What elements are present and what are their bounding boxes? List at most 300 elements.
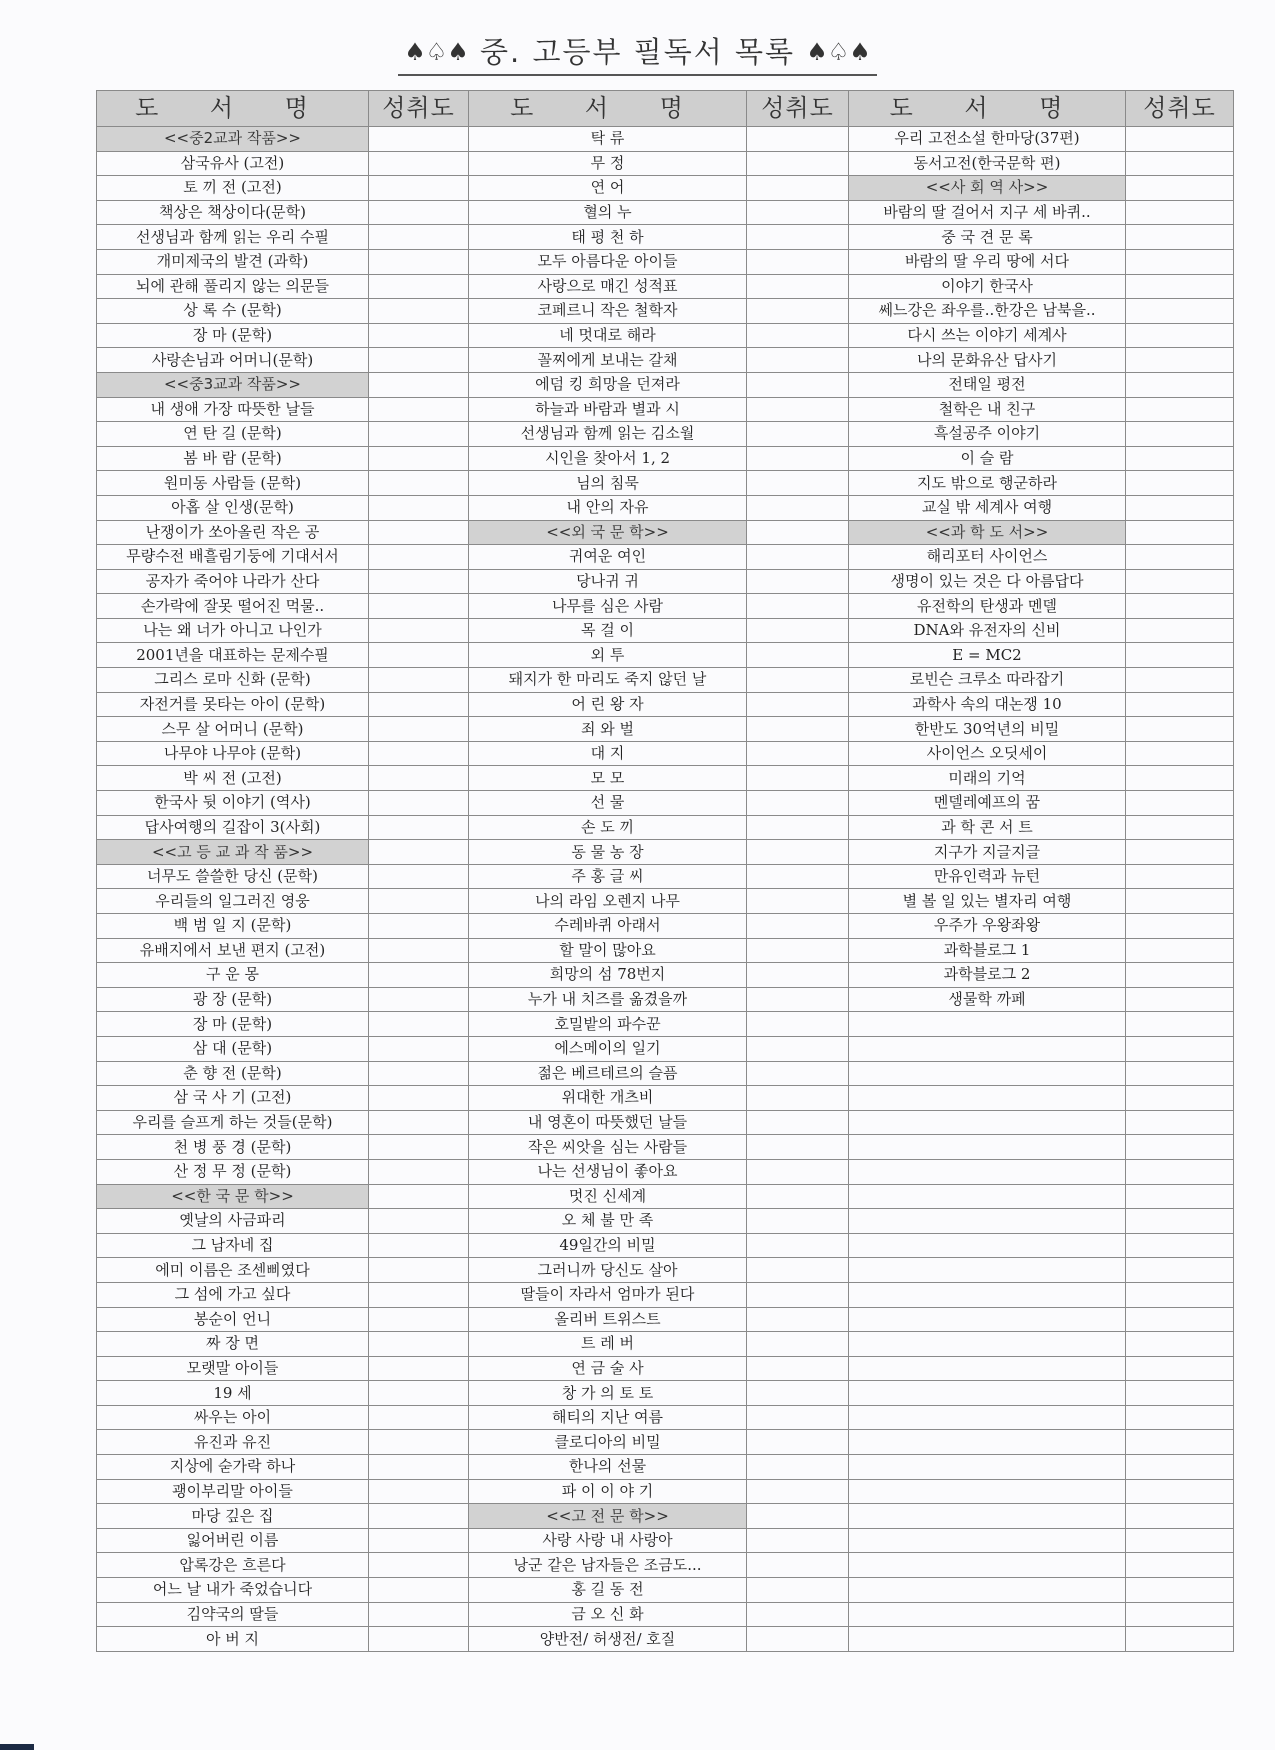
- book-title-cell: 어느 날 내가 죽었습니다: [97, 1578, 369, 1603]
- achievement-cell[interactable]: [747, 717, 849, 742]
- achievement-cell[interactable]: [747, 1258, 849, 1283]
- achievement-cell[interactable]: [369, 545, 469, 570]
- achievement-cell[interactable]: [747, 1282, 849, 1307]
- book-title-cell: 무 정: [469, 151, 747, 176]
- table-row: [97, 1135, 1234, 1160]
- achievement-cell[interactable]: [369, 1110, 469, 1135]
- book-title-cell: 천 병 풍 경 (문학): [97, 1135, 369, 1160]
- achievement-cell[interactable]: [1126, 1209, 1234, 1234]
- book-title-cell: 공자가 죽어야 나라가 산다: [97, 569, 369, 594]
- table-row: [97, 1455, 1234, 1480]
- achievement-cell[interactable]: [1126, 200, 1234, 225]
- scan-corner-mark: [0, 1744, 34, 1750]
- achievement-cell[interactable]: [369, 495, 469, 520]
- table-row: [97, 1233, 1234, 1258]
- book-title-cell: 꼴찌에게 보내는 갈채: [469, 348, 747, 373]
- table-row: [97, 1528, 1234, 1553]
- table-row: [97, 323, 1234, 348]
- achievement-cell[interactable]: [747, 1430, 849, 1455]
- achievement-cell[interactable]: [747, 249, 849, 274]
- book-title-cell: 무량수전 배흘림기둥에 기대서서: [97, 545, 369, 570]
- achievement-cell[interactable]: [1126, 815, 1234, 840]
- table-row: [97, 249, 1234, 274]
- column-2-title-header: 도 서 명: [469, 91, 747, 127]
- achievement-cell[interactable]: [747, 889, 849, 914]
- achievement-cell[interactable]: [1126, 864, 1234, 889]
- achievement-cell[interactable]: [747, 422, 849, 447]
- book-title-cell: 당나귀 귀: [469, 569, 747, 594]
- achievement-cell[interactable]: [747, 1307, 849, 1332]
- book-title-cell: 할 말이 많아요: [469, 938, 747, 963]
- achievement-cell[interactable]: [747, 323, 849, 348]
- achievement-cell[interactable]: [369, 1553, 469, 1578]
- achievement-cell[interactable]: [369, 643, 469, 668]
- achievement-cell[interactable]: [1126, 791, 1234, 816]
- achievement-cell[interactable]: [369, 594, 469, 619]
- achievement-cell[interactable]: [747, 1233, 849, 1258]
- section-header: <<중2교과 작품>>: [97, 127, 369, 152]
- achievement-cell[interactable]: [1126, 963, 1234, 988]
- achievement-cell[interactable]: [1126, 1036, 1234, 1061]
- table-row: [97, 668, 1234, 693]
- achievement-cell[interactable]: [747, 1036, 849, 1061]
- table-row: [97, 1553, 1234, 1578]
- book-title-cell: 선생님과 함께 읽는 우리 수필: [97, 225, 369, 250]
- achievement-cell[interactable]: [1126, 1627, 1234, 1652]
- achievement-cell[interactable]: [369, 274, 469, 299]
- book-title-cell: 창 가 의 토 토: [469, 1381, 747, 1406]
- achievement-cell[interactable]: [1126, 1332, 1234, 1357]
- achievement-cell[interactable]: [747, 766, 849, 791]
- achievement-cell[interactable]: [747, 643, 849, 668]
- achievement-cell[interactable]: [369, 840, 469, 865]
- achievement-cell[interactable]: [747, 1528, 849, 1553]
- empty-title-cell: [849, 1479, 1126, 1504]
- achievement-cell[interactable]: [369, 446, 469, 471]
- achievement-cell[interactable]: [1126, 692, 1234, 717]
- achievement-cell[interactable]: [369, 323, 469, 348]
- achievement-cell[interactable]: [747, 864, 849, 889]
- achievement-cell[interactable]: [747, 495, 849, 520]
- left-spade-icon: ♠♤♠: [404, 38, 469, 66]
- achievement-cell[interactable]: [1126, 840, 1234, 865]
- achievement-cell[interactable]: [747, 1578, 849, 1603]
- achievement-cell[interactable]: [1126, 225, 1234, 250]
- book-title-cell: 네 멋대로 해라: [469, 323, 747, 348]
- book-title-cell: 하늘과 바람과 별과 시: [469, 397, 747, 422]
- book-title-cell: 선생님과 함께 읽는 김소월: [469, 422, 747, 447]
- achievement-cell[interactable]: [747, 1135, 849, 1160]
- book-title-cell: 만유인력과 뉴턴: [849, 864, 1126, 889]
- achievement-cell[interactable]: [747, 1110, 849, 1135]
- achievement-cell[interactable]: [369, 1307, 469, 1332]
- table-row: [97, 176, 1234, 201]
- achievement-cell[interactable]: [369, 1627, 469, 1652]
- table-row: [97, 495, 1234, 520]
- table-row: [97, 1332, 1234, 1357]
- book-title-cell: 모두 아름다운 아이들: [469, 249, 747, 274]
- achievement-cell[interactable]: [369, 717, 469, 742]
- achievement-cell[interactable]: [1126, 274, 1234, 299]
- empty-title-cell: [849, 1061, 1126, 1086]
- book-title-cell: 사랑손님과 어머니(문학): [97, 348, 369, 373]
- achievement-cell[interactable]: [747, 815, 849, 840]
- achievement-cell[interactable]: [369, 1356, 469, 1381]
- achievement-cell[interactable]: [369, 791, 469, 816]
- table-row: [97, 840, 1234, 865]
- achievement-cell[interactable]: [1126, 938, 1234, 963]
- achievement-cell[interactable]: [1126, 372, 1234, 397]
- achievement-cell[interactable]: [1126, 1135, 1234, 1160]
- achievement-cell[interactable]: [369, 889, 469, 914]
- achievement-cell[interactable]: [369, 668, 469, 693]
- achievement-cell[interactable]: [369, 1479, 469, 1504]
- book-title-cell: 사이언스 오딧세이: [849, 741, 1126, 766]
- book-title-cell: 희망의 섬 78번지: [469, 963, 747, 988]
- book-title-cell: 작은 씨앗을 심는 사람들: [469, 1135, 747, 1160]
- empty-title-cell: [849, 1602, 1126, 1627]
- book-title-cell: 나는 선생님이 좋아요: [469, 1159, 747, 1184]
- achievement-cell[interactable]: [1126, 889, 1234, 914]
- achievement-cell[interactable]: [369, 1135, 469, 1160]
- achievement-cell[interactable]: [369, 1184, 469, 1209]
- achievement-cell[interactable]: [747, 397, 849, 422]
- achievement-cell[interactable]: [1126, 594, 1234, 619]
- book-title-cell: 나의 라임 오렌지 나무: [469, 889, 747, 914]
- achievement-cell[interactable]: [1126, 1307, 1234, 1332]
- achievement-cell[interactable]: [1126, 1553, 1234, 1578]
- achievement-cell[interactable]: [1126, 348, 1234, 373]
- achievement-cell[interactable]: [1126, 127, 1234, 152]
- achievement-cell[interactable]: [747, 1086, 849, 1111]
- achievement-cell[interactable]: [369, 299, 469, 324]
- achievement-cell[interactable]: [1126, 299, 1234, 324]
- achievement-cell[interactable]: [369, 1578, 469, 1603]
- achievement-cell[interactable]: [1126, 1528, 1234, 1553]
- section-header: <<외 국 문 학>>: [469, 520, 747, 545]
- table-row: [97, 471, 1234, 496]
- book-title-cell: 손 도 끼: [469, 815, 747, 840]
- achievement-cell[interactable]: [369, 1233, 469, 1258]
- achievement-cell[interactable]: [369, 1602, 469, 1627]
- book-title-cell: 2001년을 대표하는 문제수필: [97, 643, 369, 668]
- book-title-cell: 우리 고전소설 한마당(37편): [849, 127, 1126, 152]
- achievement-cell[interactable]: [1126, 1479, 1234, 1504]
- book-title-cell: 유전학의 탄생과 멘델: [849, 594, 1126, 619]
- table-row: [97, 1307, 1234, 1332]
- table-row: [97, 987, 1234, 1012]
- achievement-cell[interactable]: [369, 348, 469, 373]
- empty-title-cell: [849, 1627, 1126, 1652]
- book-title-cell: 딸들이 자라서 엄마가 된다: [469, 1282, 747, 1307]
- achievement-cell[interactable]: [1126, 1405, 1234, 1430]
- achievement-cell[interactable]: [369, 1258, 469, 1283]
- book-title-cell: 내 영혼이 따뜻했던 날들: [469, 1110, 747, 1135]
- table-row: [97, 594, 1234, 619]
- achievement-cell[interactable]: [1126, 495, 1234, 520]
- achievement-cell[interactable]: [747, 127, 849, 152]
- achievement-cell[interactable]: [1126, 1282, 1234, 1307]
- book-title-cell: 탁 류: [469, 127, 747, 152]
- achievement-cell[interactable]: [369, 127, 469, 152]
- achievement-cell[interactable]: [369, 1430, 469, 1455]
- achievement-cell[interactable]: [747, 274, 849, 299]
- achievement-cell[interactable]: [747, 987, 849, 1012]
- achievement-cell[interactable]: [747, 520, 849, 545]
- achievement-cell[interactable]: [747, 840, 849, 865]
- achievement-cell[interactable]: [747, 1061, 849, 1086]
- achievement-cell[interactable]: [1126, 1430, 1234, 1455]
- achievement-cell[interactable]: [1126, 717, 1234, 742]
- book-title-cell: 춘 향 전 (문학): [97, 1061, 369, 1086]
- achievement-cell[interactable]: [747, 1381, 849, 1406]
- book-title-cell: 그 섬에 가고 싶다: [97, 1282, 369, 1307]
- table-row: [97, 791, 1234, 816]
- book-title-cell: DNA와 유전자의 신비: [849, 618, 1126, 643]
- achievement-cell[interactable]: [369, 471, 469, 496]
- achievement-cell[interactable]: [369, 1455, 469, 1480]
- achievement-cell[interactable]: [747, 1602, 849, 1627]
- achievement-cell[interactable]: [747, 545, 849, 570]
- table-row: [97, 446, 1234, 471]
- book-title-cell: 아홉 살 인생(문학): [97, 495, 369, 520]
- achievement-cell[interactable]: [369, 422, 469, 447]
- achievement-cell[interactable]: [369, 766, 469, 791]
- achievement-cell[interactable]: [369, 1381, 469, 1406]
- book-title-cell: 장 마 (문학): [97, 323, 369, 348]
- achievement-cell[interactable]: [1126, 1061, 1234, 1086]
- book-title-cell: 짜 장 면: [97, 1332, 369, 1357]
- achievement-cell[interactable]: [369, 741, 469, 766]
- achievement-cell[interactable]: [1126, 1578, 1234, 1603]
- achievement-cell[interactable]: [747, 1012, 849, 1037]
- achievement-cell[interactable]: [1126, 446, 1234, 471]
- empty-title-cell: [849, 1455, 1126, 1480]
- achievement-cell[interactable]: [747, 618, 849, 643]
- achievement-cell[interactable]: [747, 299, 849, 324]
- achievement-cell[interactable]: [369, 397, 469, 422]
- achievement-cell[interactable]: [747, 1332, 849, 1357]
- achievement-cell[interactable]: [747, 668, 849, 693]
- achievement-cell[interactable]: [1126, 1233, 1234, 1258]
- achievement-cell[interactable]: [747, 225, 849, 250]
- achievement-cell[interactable]: [1126, 545, 1234, 570]
- achievement-cell[interactable]: [747, 151, 849, 176]
- book-title-cell: 어 린 왕 자: [469, 692, 747, 717]
- achievement-cell[interactable]: [1126, 1012, 1234, 1037]
- achievement-cell[interactable]: [369, 1405, 469, 1430]
- achievement-cell[interactable]: [1126, 422, 1234, 447]
- empty-title-cell: [849, 1258, 1126, 1283]
- achievement-cell[interactable]: [369, 225, 469, 250]
- achievement-cell[interactable]: [1126, 569, 1234, 594]
- table-row: [97, 1110, 1234, 1135]
- book-title-cell: 마당 깊은 집: [97, 1504, 369, 1529]
- achievement-cell[interactable]: [1126, 618, 1234, 643]
- table-row: [97, 299, 1234, 324]
- table-row: [97, 1430, 1234, 1455]
- table-row: [97, 963, 1234, 988]
- achievement-cell[interactable]: [1126, 1110, 1234, 1135]
- table-row: [97, 545, 1234, 570]
- book-title-cell: 동서고전(한국문학 편): [849, 151, 1126, 176]
- book-title-cell: 내 안의 자유: [469, 495, 747, 520]
- achievement-cell[interactable]: [747, 594, 849, 619]
- book-title-cell: 멘델레예프의 꿈: [849, 791, 1126, 816]
- book-title-cell: 동 물 농 장: [469, 840, 747, 865]
- achievement-cell[interactable]: [369, 151, 469, 176]
- achievement-cell[interactable]: [747, 1504, 849, 1529]
- achievement-cell[interactable]: [1126, 323, 1234, 348]
- achievement-cell[interactable]: [369, 569, 469, 594]
- book-title-cell: 장 마 (문학): [97, 1012, 369, 1037]
- achievement-cell[interactable]: [1126, 914, 1234, 939]
- book-title-cell: 한반도 30억년의 비밀: [849, 717, 1126, 742]
- achievement-cell[interactable]: [747, 1356, 849, 1381]
- book-title-cell: 흑설공주 이야기: [849, 422, 1126, 447]
- book-title-cell: 나무야 나무야 (문학): [97, 741, 369, 766]
- achievement-cell[interactable]: [369, 1282, 469, 1307]
- achievement-cell[interactable]: [1126, 1086, 1234, 1111]
- achievement-cell[interactable]: [747, 176, 849, 201]
- achievement-cell[interactable]: [1126, 1159, 1234, 1184]
- achievement-cell[interactable]: [369, 987, 469, 1012]
- achievement-cell[interactable]: [747, 1479, 849, 1504]
- book-title-cell: 49일간의 비밀: [469, 1233, 747, 1258]
- empty-title-cell: [849, 1356, 1126, 1381]
- book-title-cell: 생물학 까페: [849, 987, 1126, 1012]
- achievement-cell[interactable]: [1126, 1381, 1234, 1406]
- achievement-cell[interactable]: [747, 471, 849, 496]
- table-row: [97, 1602, 1234, 1627]
- achievement-cell[interactable]: [369, 864, 469, 889]
- achievement-cell[interactable]: [369, 1012, 469, 1037]
- achievement-cell[interactable]: [369, 618, 469, 643]
- achievement-cell[interactable]: [747, 446, 849, 471]
- achievement-cell[interactable]: [1126, 520, 1234, 545]
- book-title-cell: 로빈슨 크루소 따라잡기: [849, 668, 1126, 693]
- achievement-cell[interactable]: [1126, 668, 1234, 693]
- table-row: [97, 1036, 1234, 1061]
- achievement-cell[interactable]: [747, 1553, 849, 1578]
- achievement-cell[interactable]: [747, 692, 849, 717]
- achievement-cell[interactable]: [1126, 176, 1234, 201]
- book-title-cell: 토 끼 전 (고전): [97, 176, 369, 201]
- achievement-cell[interactable]: [369, 692, 469, 717]
- book-title-cell: 해리포터 사이언스: [849, 545, 1126, 570]
- page-title-text: 중. 고등부 필독서 목록: [480, 35, 795, 69]
- achievement-cell[interactable]: [1126, 1258, 1234, 1283]
- book-title-cell: 호밀밭의 파수꾼: [469, 1012, 747, 1037]
- achievement-cell[interactable]: [747, 1184, 849, 1209]
- achievement-cell[interactable]: [747, 348, 849, 373]
- achievement-cell[interactable]: [369, 176, 469, 201]
- achievement-cell[interactable]: [369, 1528, 469, 1553]
- book-title-cell: 연 금 술 사: [469, 1356, 747, 1381]
- table-row: [97, 741, 1234, 766]
- achievement-cell[interactable]: [1126, 741, 1234, 766]
- table-row: [97, 422, 1234, 447]
- achievement-cell[interactable]: [1126, 1602, 1234, 1627]
- book-title-cell: 아 버 지: [97, 1627, 369, 1652]
- book-title-cell: 바람의 딸 걸어서 지구 세 바퀴..: [849, 200, 1126, 225]
- empty-title-cell: [849, 1553, 1126, 1578]
- achievement-cell[interactable]: [747, 1627, 849, 1652]
- book-title-cell: 우리를 슬프게 하는 것들(문학): [97, 1110, 369, 1135]
- achievement-cell[interactable]: [369, 914, 469, 939]
- book-title-cell: 광 장 (문학): [97, 987, 369, 1012]
- empty-title-cell: [849, 1381, 1126, 1406]
- header-row: [97, 91, 1234, 127]
- achievement-cell[interactable]: [1126, 1504, 1234, 1529]
- achievement-cell[interactable]: [1126, 1184, 1234, 1209]
- achievement-cell[interactable]: [369, 1159, 469, 1184]
- achievement-cell[interactable]: [369, 1061, 469, 1086]
- achievement-cell[interactable]: [747, 200, 849, 225]
- achievement-cell[interactable]: [369, 963, 469, 988]
- achievement-cell[interactable]: [747, 372, 849, 397]
- book-title-cell: 시인을 찾아서 1, 2: [469, 446, 747, 471]
- achievement-cell[interactable]: [747, 569, 849, 594]
- achievement-cell[interactable]: [1126, 151, 1234, 176]
- achievement-cell[interactable]: [369, 1504, 469, 1529]
- achievement-cell[interactable]: [369, 1332, 469, 1357]
- achievement-cell[interactable]: [1126, 397, 1234, 422]
- book-title-cell: 에미 이름은 조센삐였다: [97, 1258, 369, 1283]
- book-title-cell: 쎄느강은 좌우를..한강은 남북을..: [849, 299, 1126, 324]
- achievement-cell[interactable]: [747, 741, 849, 766]
- book-title-cell: 압록강은 흐른다: [97, 1553, 369, 1578]
- achievement-cell[interactable]: [747, 791, 849, 816]
- book-title-cell: 답사여행의 길잡이 3(사회): [97, 815, 369, 840]
- achievement-cell[interactable]: [747, 914, 849, 939]
- achievement-cell[interactable]: [1126, 1455, 1234, 1480]
- achievement-cell[interactable]: [1126, 643, 1234, 668]
- achievement-cell[interactable]: [747, 1455, 849, 1480]
- achievement-cell[interactable]: [747, 1405, 849, 1430]
- book-title-cell: 봉순이 언니: [97, 1307, 369, 1332]
- achievement-cell[interactable]: [1126, 987, 1234, 1012]
- achievement-cell[interactable]: [369, 1086, 469, 1111]
- book-title-cell: 난쟁이가 쏘아올린 작은 공: [97, 520, 369, 545]
- achievement-cell[interactable]: [747, 1209, 849, 1234]
- column-3-achievement-header: 성취도: [1126, 91, 1234, 127]
- achievement-cell[interactable]: [369, 1209, 469, 1234]
- achievement-cell[interactable]: [747, 1159, 849, 1184]
- achievement-cell[interactable]: [747, 963, 849, 988]
- achievement-cell[interactable]: [1126, 766, 1234, 791]
- achievement-cell[interactable]: [369, 815, 469, 840]
- achievement-cell[interactable]: [1126, 471, 1234, 496]
- table-row: [97, 643, 1234, 668]
- achievement-cell[interactable]: [369, 372, 469, 397]
- book-title-cell: 사랑으로 매긴 성적표: [469, 274, 747, 299]
- table-row: [97, 1258, 1234, 1283]
- achievement-cell[interactable]: [369, 520, 469, 545]
- achievement-cell[interactable]: [369, 200, 469, 225]
- achievement-cell[interactable]: [747, 938, 849, 963]
- achievement-cell[interactable]: [369, 938, 469, 963]
- achievement-cell[interactable]: [369, 249, 469, 274]
- book-title-cell: 자전거를 못타는 아이 (문학): [97, 692, 369, 717]
- achievement-cell[interactable]: [369, 1036, 469, 1061]
- book-title-cell: 지상에 숟가락 하나: [97, 1455, 369, 1480]
- achievement-cell[interactable]: [1126, 249, 1234, 274]
- achievement-cell[interactable]: [1126, 1356, 1234, 1381]
- book-title-cell: 잃어버린 이름: [97, 1528, 369, 1553]
- table-row: [97, 151, 1234, 176]
- book-title-cell: 올리버 트위스트: [469, 1307, 747, 1332]
